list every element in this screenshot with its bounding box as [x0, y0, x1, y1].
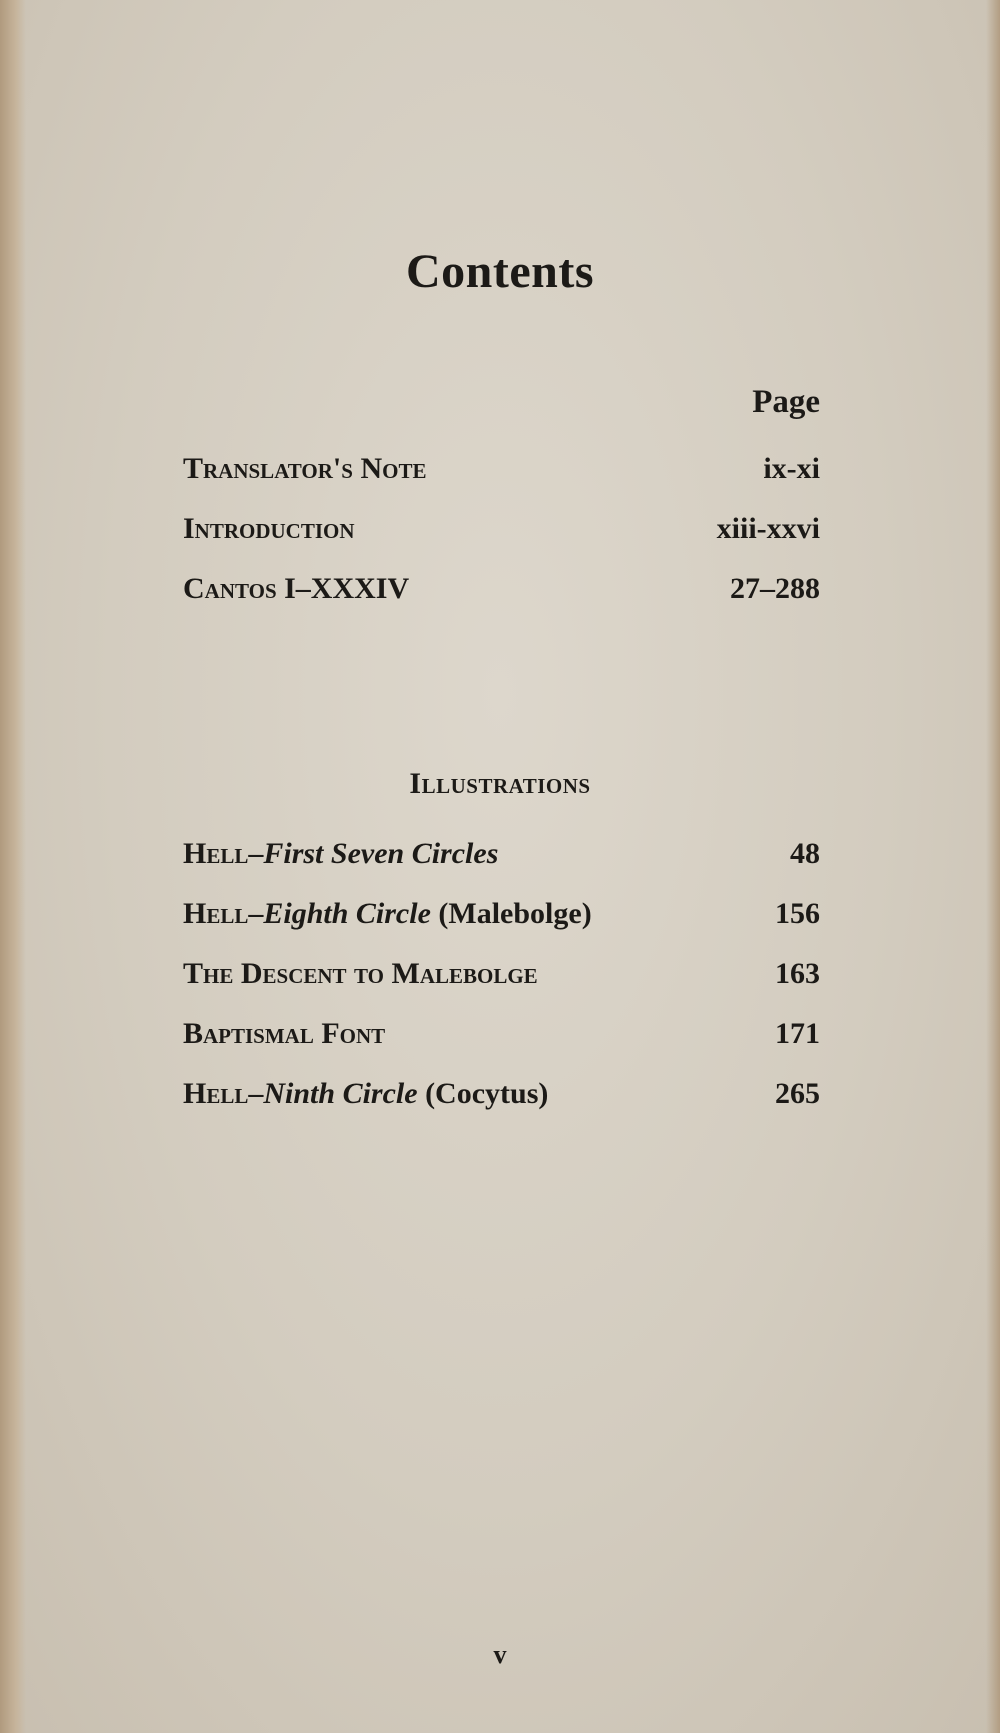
- illustration-label: [183, 1017, 385, 1051]
- contents-entry-pages: ix-xi: [763, 452, 820, 485]
- illustration-prefix: The Descent to Malebolge: [183, 957, 538, 990]
- illustration-row: [183, 837, 820, 881]
- illustration-label: [183, 1077, 548, 1111]
- page-column-heading: Page: [752, 384, 820, 420]
- contents-row: [183, 452, 820, 496]
- illustration-page: 48: [790, 837, 820, 870]
- illustration-row: [183, 1017, 820, 1061]
- illustration-label: [183, 897, 592, 931]
- illustration-label: [183, 837, 498, 871]
- illustration-page: 171: [775, 1017, 820, 1050]
- illustration-italic: Ninth Circle: [263, 1077, 418, 1110]
- contents-entry-label: Cantos I–XXXIV: [183, 572, 410, 605]
- illustration-page: 163: [775, 957, 820, 990]
- page-title: Contents: [405, 245, 594, 298]
- illustration-italic: First Seven Circles: [263, 837, 499, 870]
- illustration-prefix: Hell–: [183, 897, 264, 930]
- illustration-suffix: (Cocytus): [425, 1077, 549, 1110]
- illustration-prefix: Hell–: [183, 837, 264, 870]
- illustration-page: 156: [775, 897, 820, 930]
- illustration-row: [183, 957, 820, 1001]
- illustration-label: [183, 957, 538, 991]
- contents-entry-label: Introduction: [183, 512, 355, 545]
- illustration-prefix: Hell–: [183, 1077, 264, 1110]
- contents-entry-pages: 27–288: [730, 572, 820, 605]
- contents-row: [183, 512, 820, 556]
- page-folio: v: [493, 1640, 507, 1669]
- illustration-row: [183, 897, 820, 941]
- illustration-italic: Eighth Circle: [263, 897, 431, 930]
- illustration-row: [183, 1077, 820, 1121]
- illustration-suffix: (Malebolge): [438, 897, 592, 930]
- illustrations-heading: Illustrations: [409, 767, 591, 800]
- contents-entry-pages: xiii-xxvi: [716, 512, 820, 545]
- contents-row: [183, 572, 820, 616]
- contents-entry-label: Translator's Note: [183, 452, 427, 485]
- illustration-prefix: Baptismal Font: [183, 1017, 386, 1050]
- illustration-page: 265: [775, 1077, 820, 1110]
